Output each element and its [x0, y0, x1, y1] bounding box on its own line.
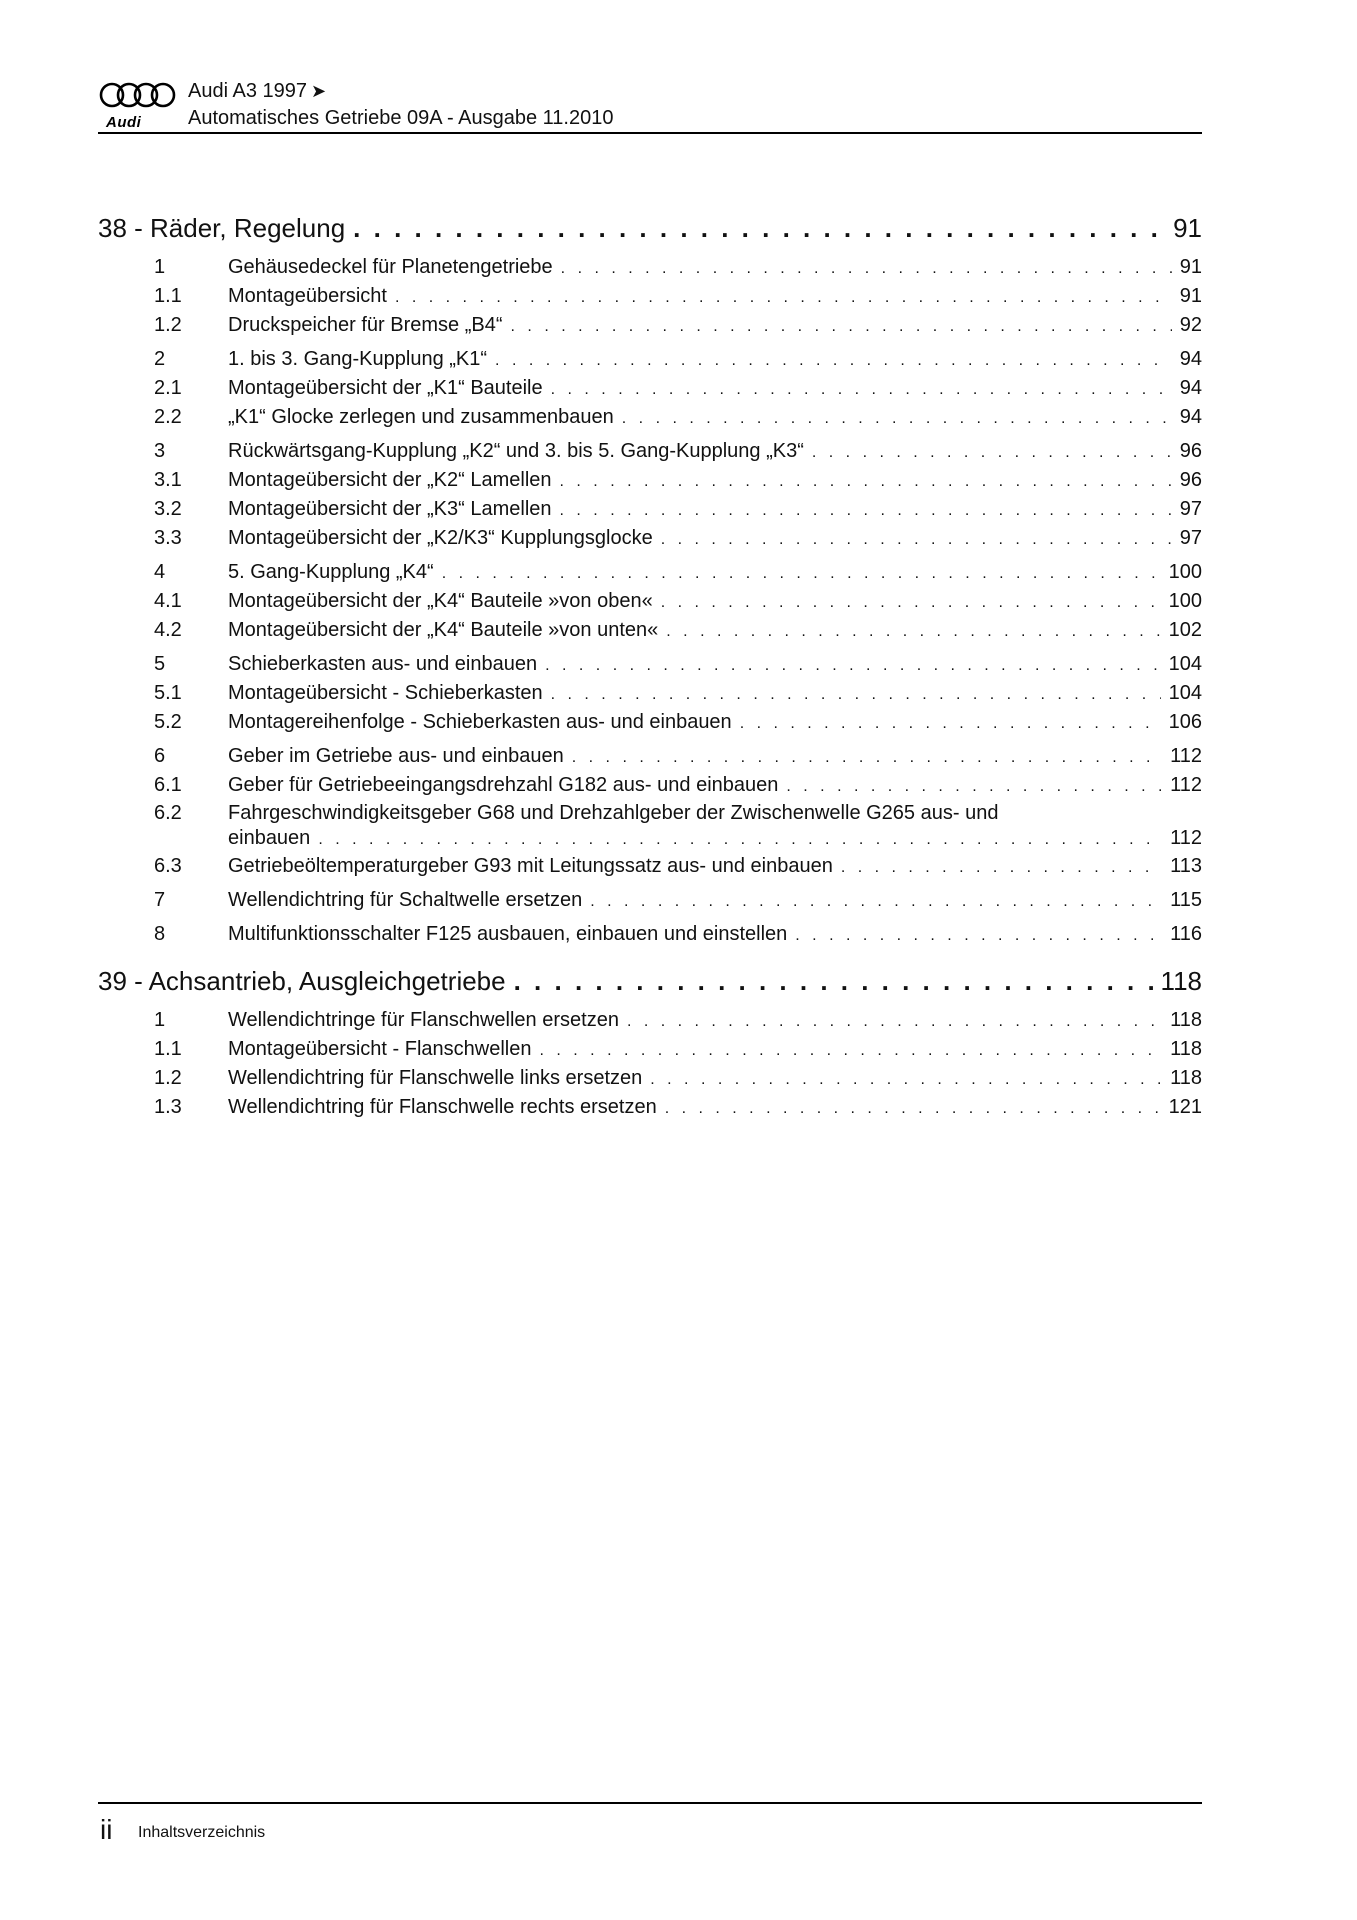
- toc-subsection[interactable]: [98, 708, 1202, 737]
- entry-number: 3.2: [154, 498, 182, 520]
- dot-leader: [442, 559, 1161, 588]
- entry-title: Rückwärtsgang-Kupplung „K2“ und 3. bis 5. Gang-Kupplung „K3“: [228, 440, 804, 462]
- entry-number: 3.1: [154, 469, 182, 491]
- toc-subsection[interactable]: [98, 1064, 1202, 1093]
- entry-title: 1. bis 3. Gang-Kupplung „K1“: [228, 348, 488, 370]
- entry-title-continued: einbauen: [228, 827, 311, 849]
- entry-title: Montageübersicht der „K2/K3“ Kupplungsglocke: [228, 527, 653, 549]
- entry-number: 1.2: [154, 314, 182, 336]
- entry-page: 121: [1168, 1096, 1202, 1118]
- entry-title: Wellendichtring für Flanschwelle links ersetzen: [228, 1067, 643, 1089]
- entry-title: Schieberkasten aus- und einbauen: [228, 653, 538, 675]
- entry-number: 1: [154, 256, 166, 278]
- entry-number: 1.1: [154, 285, 182, 307]
- dot-leader: [495, 346, 1172, 375]
- entry-title: Fahrgeschwindigkeitsgeber G68 und Drehzahlgeber der Zwischenwelle G265 aus- und: [228, 802, 999, 824]
- arrow-right-icon: ➤: [311, 81, 327, 101]
- entry-number: 6.2: [154, 802, 182, 824]
- footer-divider: [98, 1802, 1202, 1804]
- entry-page: 102: [1168, 619, 1202, 641]
- dot-leader: [395, 283, 1172, 312]
- entry-title: Wellendichtring für Flanschwelle rechts ersetzen: [228, 1096, 657, 1118]
- dot-leader: [812, 438, 1172, 467]
- entry-title: Montageübersicht - Schieberkasten: [228, 682, 543, 704]
- toc-subsection[interactable]: [98, 374, 1202, 403]
- entry-number: 2: [154, 348, 166, 370]
- toc-subsection[interactable]: [98, 587, 1202, 616]
- entry-page: 94: [1179, 348, 1202, 370]
- entry-number: 5.1: [154, 682, 182, 704]
- entry-page: 113: [1170, 855, 1202, 877]
- entry-title: Montageübersicht der „K2“ Lamellen: [228, 469, 552, 491]
- entry-number: 6: [154, 745, 166, 767]
- entry-number: 2.1: [154, 377, 182, 399]
- entry-page: 112: [1170, 774, 1202, 796]
- entry-page: 94: [1179, 406, 1202, 428]
- entry-number: 2.2: [154, 406, 182, 428]
- dot-leader: [661, 588, 1161, 617]
- dot-leader: [540, 1036, 1163, 1065]
- dot-leader: [841, 853, 1162, 882]
- dot-leader: [560, 467, 1172, 496]
- footer-section-title: Inhaltsverzeichnis: [138, 1824, 266, 1841]
- toc-section[interactable]: [98, 437, 1202, 466]
- dot-leader: [666, 617, 1160, 646]
- entry-page: 106: [1168, 711, 1202, 733]
- entry-number: 3.3: [154, 527, 182, 549]
- entry-page: 100: [1168, 590, 1202, 612]
- entry-page: 96: [1179, 440, 1202, 462]
- dot-leader: [627, 1007, 1162, 1036]
- audi-logo: [98, 80, 182, 130]
- entry-number: 4: [154, 561, 166, 583]
- entry-page: 91: [1179, 256, 1202, 278]
- entry-title: „K1“ Glocke zerlegen und zusammenbauen: [228, 406, 614, 428]
- toc-subsection[interactable]: [98, 403, 1202, 432]
- entry-title: Geber für Getriebeeingangsdrehzahl G182 aus- und einbauen: [228, 774, 779, 796]
- entry-page: 112: [1170, 827, 1202, 849]
- toc-section[interactable]: [98, 1006, 1202, 1035]
- toc-section[interactable]: [98, 650, 1202, 679]
- audi-logo-text: Audi: [106, 114, 142, 131]
- toc-subsection[interactable]: [98, 771, 1202, 800]
- toc-chapter[interactable]: [98, 208, 1202, 248]
- toc-subsection[interactable]: [98, 524, 1202, 553]
- toc-section[interactable]: [98, 253, 1202, 282]
- audi-rings-icon: [98, 80, 180, 110]
- entry-title: Montageübersicht: [228, 285, 387, 307]
- toc-section[interactable]: [98, 558, 1202, 587]
- dot-leader: [665, 1094, 1161, 1123]
- entry-page: 112: [1170, 745, 1202, 767]
- toc-subsection[interactable]: [98, 1093, 1202, 1122]
- dot-leader: [572, 743, 1162, 772]
- entry-page: 115: [1170, 889, 1202, 911]
- entry-title: Montagereihenfolge - Schieberkasten aus- und einbauen: [228, 711, 732, 733]
- chapter-title: 39 - Achsantrieb, Ausgleichgetriebe: [98, 966, 506, 996]
- chapter-gap: [98, 949, 1202, 961]
- entry-number: 6.3: [154, 855, 182, 877]
- entry-title: Wellendichtringe für Flanschwellen ersetzen: [228, 1009, 619, 1031]
- toc-subsection[interactable]: [98, 852, 1202, 881]
- entry-page: 118: [1170, 1067, 1202, 1089]
- entry-title: Montageübersicht - Flanschwellen: [228, 1038, 532, 1060]
- chapter-page: 91: [1173, 213, 1202, 243]
- toc-subsection[interactable]: [98, 679, 1202, 708]
- dot-leader: [353, 208, 1165, 248]
- dot-leader: [514, 961, 1153, 1001]
- entry-number: 1.1: [154, 1038, 182, 1060]
- chapter-page: 118: [1160, 966, 1202, 996]
- entry-title: 5. Gang-Kupplung „K4“: [228, 561, 434, 583]
- toc-section[interactable]: [98, 886, 1202, 915]
- entry-page: 94: [1179, 377, 1202, 399]
- dot-leader: [551, 375, 1172, 404]
- header-divider: [98, 132, 1202, 134]
- toc-section[interactable]: [98, 345, 1202, 374]
- dot-leader: [622, 404, 1172, 433]
- dot-leader: [551, 680, 1161, 709]
- dot-leader: [740, 709, 1161, 738]
- toc-subsection[interactable]: [98, 311, 1202, 340]
- dot-leader: [590, 887, 1162, 916]
- toc-subsection[interactable]: [98, 466, 1202, 495]
- toc-subsection[interactable]: [98, 800, 1202, 852]
- entry-title: Gehäusedeckel für Planetengetriebe: [228, 256, 553, 278]
- entry-title: Getriebeöltemperaturgeber G93 mit Leitungssatz aus- und einbauen: [228, 855, 833, 877]
- dot-leader: [650, 1065, 1162, 1094]
- chapter-title: 38 - Räder, Regelung: [98, 213, 346, 243]
- header-model: [188, 80, 326, 103]
- toc-subsection[interactable]: [98, 282, 1202, 311]
- toc-section[interactable]: [98, 742, 1202, 771]
- entry-number: 7: [154, 889, 166, 911]
- entry-title: Geber im Getriebe aus- und einbauen: [228, 745, 564, 767]
- entry-number: 5: [154, 653, 166, 675]
- footer-page-number: ii: [100, 1814, 113, 1845]
- entry-title: Wellendichtring für Schaltwelle ersetzen: [228, 889, 583, 911]
- dot-leader: [545, 651, 1161, 680]
- header-subtitle: Automatisches Getriebe 09A - Ausgabe 11.2010: [188, 107, 614, 129]
- entry-page: 104: [1168, 682, 1202, 704]
- dot-leader: [786, 772, 1162, 801]
- entry-page: 91: [1179, 285, 1202, 307]
- entry-page: 118: [1170, 1009, 1202, 1031]
- entry-number: 1.2: [154, 1067, 182, 1089]
- entry-page: 96: [1179, 469, 1202, 491]
- entry-number: 1.3: [154, 1096, 182, 1118]
- dot-leader: [661, 525, 1172, 554]
- toc-subsection[interactable]: [98, 495, 1202, 524]
- toc-chapter[interactable]: [98, 961, 1202, 1001]
- page-header: [98, 78, 1202, 134]
- entry-title: Montageübersicht der „K3“ Lamellen: [228, 498, 552, 520]
- entry-number: 8: [154, 923, 166, 945]
- dot-leader: [318, 828, 1162, 852]
- toc-section[interactable]: [98, 920, 1202, 949]
- entry-title: Montageübersicht der „K4“ Bauteile »von oben«: [228, 590, 653, 612]
- dot-leader: [561, 254, 1172, 283]
- dot-leader: [560, 496, 1172, 525]
- entry-page: 118: [1170, 1038, 1202, 1060]
- toc-subsection[interactable]: [98, 1035, 1202, 1064]
- entry-number: 5.2: [154, 711, 182, 733]
- entry-number: 6.1: [154, 774, 182, 796]
- entry-title: Druckspeicher für Bremse „B4“: [228, 314, 503, 336]
- entry-page: 97: [1179, 498, 1202, 520]
- entry-number: 4.2: [154, 619, 182, 641]
- entry-page: 116: [1170, 923, 1202, 945]
- dot-leader: [511, 312, 1172, 341]
- dot-leader: [795, 921, 1162, 950]
- entry-number: 1: [154, 1009, 166, 1031]
- entry-title: Montageübersicht der „K4“ Bauteile »von unten«: [228, 619, 659, 641]
- entry-page: 92: [1179, 314, 1202, 336]
- toc-subsection[interactable]: [98, 616, 1202, 645]
- entry-title: Montageübersicht der „K1“ Bauteile: [228, 377, 543, 399]
- entry-page: 97: [1179, 527, 1202, 549]
- entry-title: Multifunktionsschalter F125 ausbauen, einbauen und einstellen: [228, 923, 788, 945]
- entry-page: 104: [1168, 653, 1202, 675]
- table-of-contents: [98, 208, 1202, 1122]
- header-model-text: Audi A3 1997: [188, 80, 307, 102]
- entry-number: 4.1: [154, 590, 182, 612]
- entry-number: 3: [154, 440, 166, 462]
- entry-page: 100: [1168, 561, 1202, 583]
